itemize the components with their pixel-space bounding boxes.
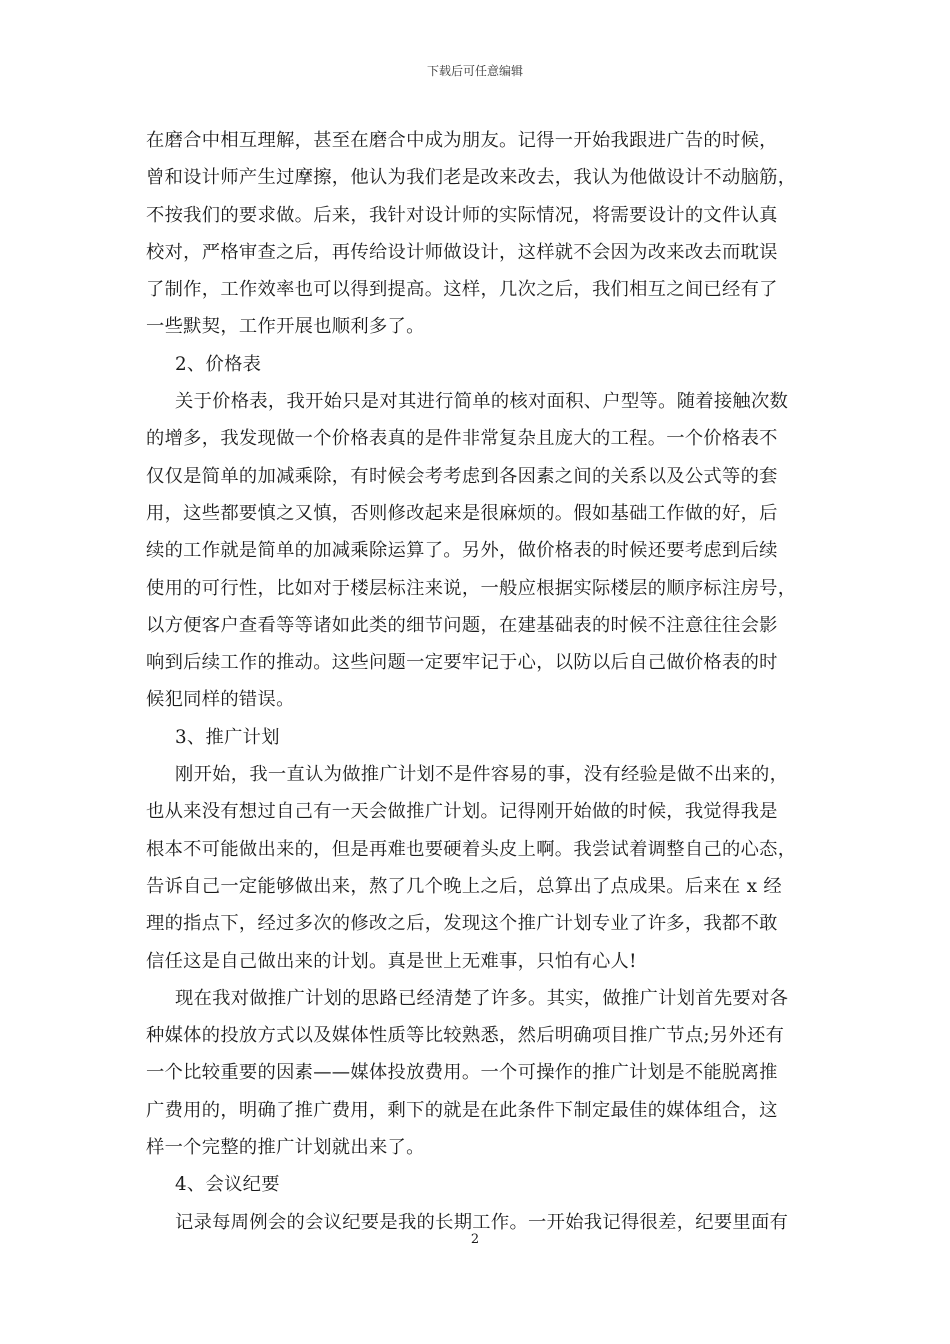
text-line: 续的工作就是简单的加减乘除运算了。另外，做价格表的时候还要考虑到后续: [146, 540, 778, 562]
section-heading: 2、价格表: [175, 353, 262, 375]
text-line: 仅仅是简单的加减乘除，有时候会考考虑到各因素之间的关系以及公式等的套: [146, 465, 778, 487]
page-header: 下载后可任意编辑: [426, 64, 523, 78]
text-line: 现在我对做推广计划的思路已经清楚了许多。其实，做推广计划首先要对各: [175, 987, 789, 1009]
text-line: 一些默契，工作开展也顺利多了。: [146, 316, 425, 338]
text-line: 响到后续工作的推动。这些问题一定要牢记于心，以防以后自己做价格表的时: [146, 652, 778, 674]
text-line: 了制作，工作效率也可以得到提高。这样，几次之后，我们相互之间已经有了: [146, 279, 778, 301]
text-line: 不按我们的要求做。后来，我针对设计师的实际情况，将需要设计的文件认真: [146, 204, 778, 226]
text-line: 候犯同样的错误。: [146, 689, 295, 711]
text-line: 校对，严格审查之后，再传给设计师做设计，这样就不会因为改来改去而耽误: [146, 241, 778, 263]
text-line: 种媒体的投放方式以及媒体性质等比较熟悉，然后明确项目推广节点;另外还有: [146, 1025, 785, 1047]
text-line: 根本不可能做出来的，但是再难也要硬着头皮上啊。我尝试着调整自己的心态，: [146, 838, 797, 860]
section-heading: 4、会议纪要: [175, 1174, 280, 1196]
text-line: 用，这些都要慎之又慎，否则修改起来是很麻烦的。假如基础工作做的好，后: [146, 502, 778, 524]
text-line: 使用的可行性，比如对于楼层标注来说，一般应根据实际楼层的顺序标注房号，: [146, 577, 797, 599]
text-line: 广费用的，明确了推广费用，剩下的就是在此条件下制定最佳的媒体组合，这: [146, 1099, 778, 1121]
text-line: 以方便客户查看等等诸如此类的细节问题，在建基础表的时候不注意往往会影: [146, 614, 778, 636]
text-line: 记录每周例会的会议纪要是我的长期工作。一开始我记得很差，纪要里面有: [175, 1211, 789, 1233]
page-number: 2: [470, 1232, 480, 1247]
text-line: 信任这是自己做出来的计划。真是世上无难事，只怕有心人!: [146, 950, 637, 972]
text-line: 曾和设计师产生过摩擦，他认为我们老是改来改去，我认为他做设计不动脑筋，: [146, 167, 797, 189]
text-line: 刚开始，我一直认为做推广计划不是件容易的事，没有经验是做不出来的，: [175, 764, 789, 786]
section-heading: 3、推广计划: [175, 726, 280, 748]
text-line: 理的指点下，经过多次的修改之后，发现这个推广计划专业了许多，我都不敢: [146, 913, 778, 935]
text-line: 关于价格表，我开始只是对其进行简单的核对面积、户型等。随着接触次数: [175, 391, 789, 413]
text-line: 也从来没有想过自己有一天会做推广计划。记得刚开始做的时候，我觉得我是: [146, 801, 778, 823]
text-line: 的增多，我发现做一个价格表真的是件非常复杂且庞大的工程。一个价格表不: [146, 428, 778, 450]
document-body: [146, 122, 810, 1241]
text-line: 告诉自己一定能够做出来，熬了几个晚上之后，总算出了点成果。后来在 x 经: [146, 875, 783, 897]
text-line: 在磨合中相互理解，甚至在磨合中成为朋友。记得一开始我跟进广告的时候，: [146, 130, 778, 151]
text-line: 样一个完整的推广计划就出来了。: [146, 1137, 425, 1159]
text-line: 一个比较重要的因素——媒体投放费用。一个可操作的推广计划是不能脱离推: [146, 1062, 778, 1084]
